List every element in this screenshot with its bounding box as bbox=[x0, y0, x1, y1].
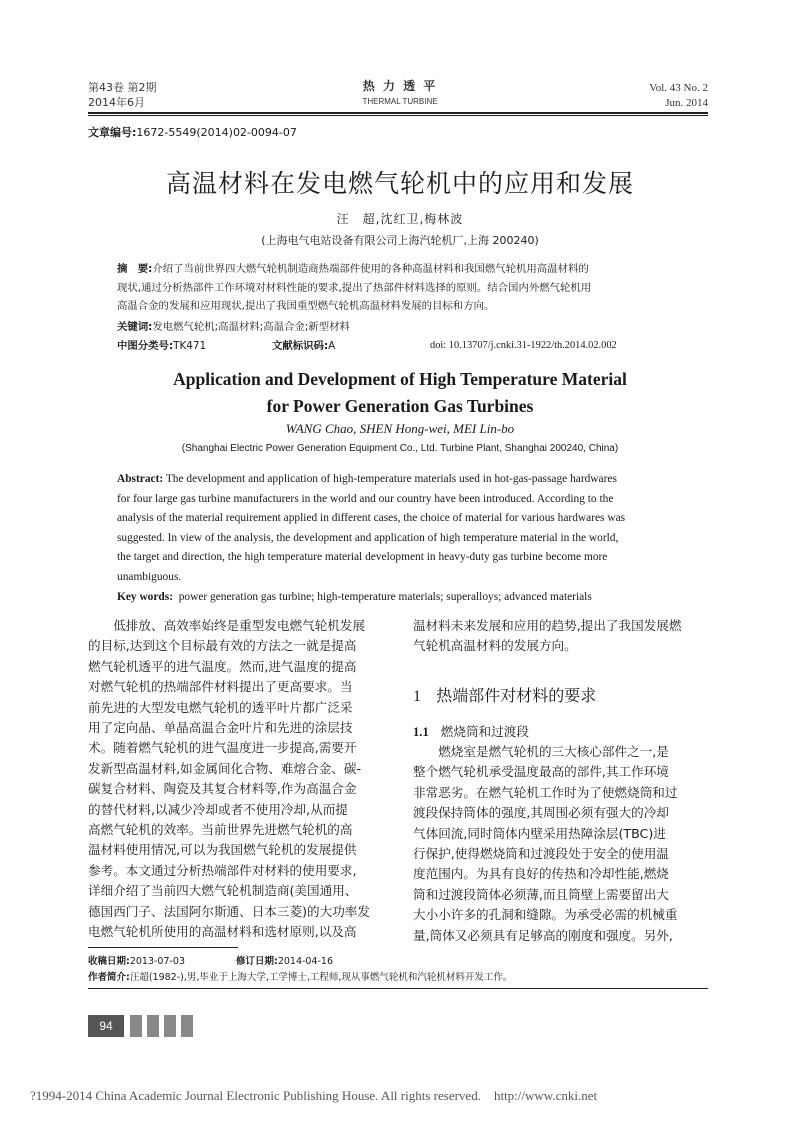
footnote-rule bbox=[88, 947, 238, 948]
page-number-box bbox=[88, 1015, 124, 1037]
abstract-en-line: The development and application of high-temperature materials used in hot-gas-passage hardwares bbox=[165, 473, 617, 485]
header-rule-thin bbox=[88, 115, 708, 116]
keywords-en bbox=[117, 588, 697, 608]
journal-volume-en: Vol. 43 No. 2 bbox=[649, 82, 708, 94]
body-line: 气体回流,同时筒体内壁采用热障涂层(TBC)进 bbox=[413, 825, 666, 841]
page-mark bbox=[164, 1015, 176, 1037]
section-number: 1 bbox=[413, 688, 421, 705]
body-line: 参考。本文通过分析热端部件对材料的使用要求, bbox=[88, 862, 357, 878]
revised-value: 2014-04-16 bbox=[277, 956, 334, 967]
abstract-en-line: suggested. In view of the analysis, the development and application of high temperature material in the world, bbox=[117, 531, 619, 544]
body-line: 德国西门子、法国阿尔斯通、日本三菱)的大功率发 bbox=[88, 903, 370, 919]
body-line: 前先进的大型发电燃气轮机的透平叶片都广泛采 bbox=[88, 699, 353, 715]
clc-label: 中图分类号: bbox=[117, 340, 174, 352]
page-number: 94 bbox=[99, 1019, 113, 1033]
body-line: 详细介绍了当前四大燃气轮机制造商(美国通用、 bbox=[88, 883, 358, 899]
abstract-cn-line: 介绍了当前世界四大燃气轮机制造商热端部件使用的各种高温材料和我国燃气轮机用高温材料的 bbox=[152, 263, 589, 275]
body-line: 渡段保持筒体的强度,其周围必须有强大的冷却 bbox=[413, 805, 669, 821]
body-line: 电燃气轮机所使用的高温材料和选材原则,以及高 bbox=[88, 924, 357, 940]
article-number-label: 文章编号: bbox=[88, 126, 137, 139]
header-rule bbox=[88, 112, 708, 114]
bio-value: 汪超(1982-),男,毕业于上海大学,工学博士,工程师,现从事燃气轮机和汽轮机材料开发工作。 bbox=[129, 972, 513, 983]
journal-volume: 第43卷 第2期 bbox=[88, 81, 157, 94]
footer-rule bbox=[88, 988, 708, 989]
revised-date bbox=[236, 953, 333, 967]
body-line: 的目标,达到这个目标最有效的方法之一就是提高 bbox=[88, 638, 357, 654]
title-en-line1: Application and Development of High Temperature Material bbox=[173, 369, 627, 389]
body-line: 温材料使用情况,可以为我国燃气轮机的发展提供 bbox=[88, 842, 357, 858]
abstract-en-label: Abstract: bbox=[117, 473, 164, 485]
body-line: 对燃气轮机的热端部件材料提出了更高要求。当 bbox=[88, 679, 353, 695]
keywords-en-value: power generation gas turbine; high-temperature materials; superalloys; advanced materials bbox=[178, 591, 592, 603]
body-line: 非常恶劣。在燃气轮机工作时为了使燃烧筒和过 bbox=[413, 784, 678, 800]
journal-date-en: Jun. 2014 bbox=[665, 97, 708, 109]
affiliation-cn: (上海电气电站设备有限公司上海汽轮机厂,上海 200240) bbox=[261, 234, 539, 247]
article-number-value: 1672-5549(2014)02-0094-07 bbox=[136, 126, 297, 139]
body-line: 的替代材料,以减少冷却或者不使用冷却,从而提 bbox=[88, 801, 348, 817]
body-line: 大小小许多的孔洞和缝隙。为承受必需的机械重 bbox=[413, 907, 678, 923]
journal-name-cn: 热 力 透 平 bbox=[362, 79, 438, 93]
article-number bbox=[88, 124, 297, 140]
journal-date: 2014年6月 bbox=[88, 96, 145, 109]
keywords-en-label: Key words: bbox=[117, 591, 173, 603]
body-line: 发新型高温材料,如金属间化合物、难熔合金、碳- bbox=[88, 760, 362, 776]
keywords-cn-value: 发电燃气轮机;高温材料;高温合金;新型材料 bbox=[152, 321, 350, 333]
abstract-cn-label: 摘 要: bbox=[117, 263, 153, 275]
abstract-en-line: the target and direction, the high temperature material development in heavy-duty gas turbine become more bbox=[117, 551, 608, 564]
keywords-cn-label: 关键词: bbox=[117, 321, 153, 333]
title-en-line2: for Power Generation Gas Turbines bbox=[266, 396, 534, 416]
received-date bbox=[88, 953, 185, 967]
author-bio bbox=[88, 969, 512, 983]
subsection-number: 1.1 bbox=[413, 725, 429, 739]
page-mark bbox=[130, 1015, 142, 1037]
authors-en: WANG Chao, SHEN Hong-wei, MEI Lin-bo bbox=[285, 421, 515, 436]
received-label: 收稿日期: bbox=[88, 956, 130, 967]
page-mark bbox=[147, 1015, 159, 1037]
doc-code-value: A bbox=[328, 340, 336, 352]
body-line: 用了定向晶、单晶高温合金叶片和先进的涂层技 bbox=[88, 720, 353, 736]
abstract-en-line: analysis of the material requirement applied in different cases, the choice of material for various hardwares was bbox=[117, 512, 626, 525]
body-line: 燃烧室是燃气轮机的三大核心部件之一,是 bbox=[438, 744, 669, 759]
clc-value: TK471 bbox=[173, 340, 207, 352]
body-line: 碳复合材料、陶瓷及其复合材料等,作为高温合金 bbox=[88, 781, 357, 797]
body-line: 温材料未来发展和应用的趋势,提出了我国发展燃 bbox=[413, 618, 682, 633]
section-heading bbox=[413, 683, 596, 706]
received-value: 2013-07-03 bbox=[129, 956, 186, 967]
subsection-heading bbox=[413, 721, 529, 740]
doi: doi: 10.13707/j.cnki.31-1922/th.2014.02.002 bbox=[430, 340, 617, 351]
subsection-title: 燃烧筒和过渡段 bbox=[440, 724, 529, 739]
abstract-en-line: for four large gas turbine manufacturers in the world and our country have been introduced. According to the bbox=[117, 492, 614, 505]
body-line: 度范围内。为具有良好的传热和冷却性能,燃烧 bbox=[413, 866, 669, 882]
bio-label: 作者简介: bbox=[88, 972, 130, 983]
affiliation-en: (Shanghai Electric Power Generation Equipment Co., Ltd. Turbine Plant, Shanghai 200240, China) bbox=[181, 443, 619, 454]
body-right-intro bbox=[413, 616, 713, 657]
abstract-cn-line: 高温合金的发展和应用现状,提出了我国重型燃气轮机高温材料发展的目标和方向。 bbox=[117, 300, 495, 312]
body-line: 整个燃气轮机承受温度最高的部件,其工作环境 bbox=[413, 764, 669, 780]
body-line: 筒和过渡段筒体必须薄,而且筒壁上需要留出大 bbox=[413, 886, 669, 902]
body-line: 低排放、高效率始终是重型发电燃气轮机发展 bbox=[113, 618, 366, 633]
body-line: 气轮机高温材料的发展方向。 bbox=[413, 638, 577, 654]
doc-code-label: 文献标识码: bbox=[272, 340, 329, 352]
body-left-column bbox=[88, 616, 396, 943]
body-line: 燃气轮机透平的进气温度。然而,进气温度的提高 bbox=[88, 658, 357, 674]
body-line: 高燃气轮机的效率。当前世界先进燃气轮机的高 bbox=[88, 822, 353, 838]
keywords-cn bbox=[117, 318, 350, 337]
page-mark bbox=[181, 1015, 193, 1037]
abstract-en-line: unambiguous. bbox=[117, 570, 182, 583]
journal-name-en: THERMAL TURBINE bbox=[362, 97, 438, 106]
authors-cn: 汪 超,沈红卫,梅林波 bbox=[336, 212, 464, 226]
body-line: 量,筒体又必须具有足够高的刚度和强度。另外, bbox=[413, 927, 673, 943]
abstract-cn bbox=[117, 260, 707, 316]
document-code bbox=[272, 337, 335, 356]
clc-number bbox=[117, 337, 206, 356]
abstract-cn-line: 现状,通过分析热部件工作环境对材料性能的要求,提出了热部件材料选择的原则。结合国内外燃气轮机用 bbox=[117, 281, 592, 294]
body-line: 行保护,使得燃烧筒和过渡段处于安全的使用温 bbox=[413, 846, 669, 862]
body-line: 术。随着燃气轮机的进气温度进一步提高,需要开 bbox=[88, 740, 357, 756]
page-title: 高温材料在发电燃气轮机中的应用和发展 bbox=[165, 169, 634, 198]
section-title: 热端部件对材料的要求 bbox=[436, 686, 597, 705]
abstract-en bbox=[117, 470, 685, 588]
revised-label: 修订日期: bbox=[236, 956, 278, 967]
copyright-notice: ?1994-2014 China Academic Journal Electronic Publishing House. All rights reserved. http://www.cnki.net bbox=[30, 1088, 598, 1103]
body-right-column bbox=[413, 742, 713, 946]
